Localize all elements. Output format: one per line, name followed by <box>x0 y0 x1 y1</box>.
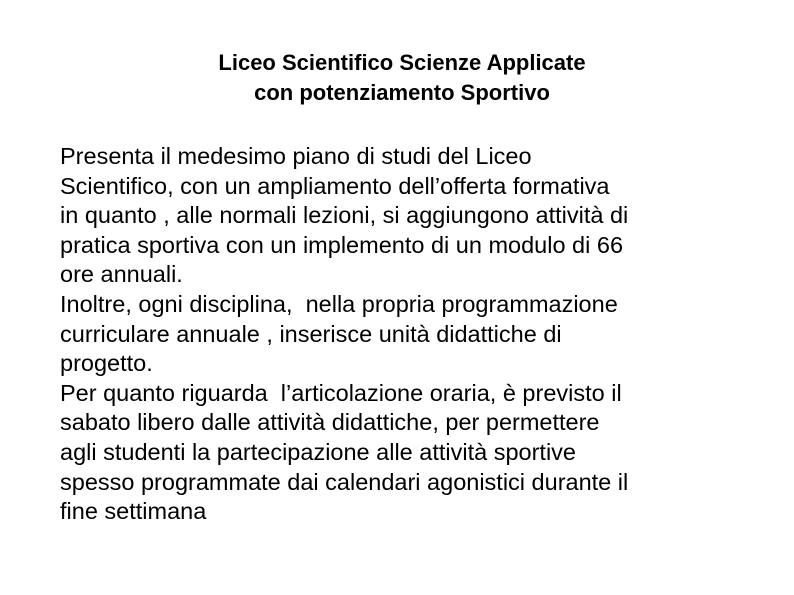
body-line-2: Scientifico, con un ampliamento dell’offerta formativa <box>60 172 610 199</box>
body-line-12: spesso programmate dai calendari agonistici durante il <box>60 468 629 495</box>
body-line-8: progetto. <box>60 350 153 377</box>
body-line-10: sabato libero dalle attività didattiche, per permettere <box>60 409 600 436</box>
title-line-2: con potenziamento Sportivo <box>254 80 550 105</box>
body-line-11: agli studenti la partecipazione alle attività sportive <box>60 438 576 465</box>
body-line-13: fine settimana <box>60 498 207 525</box>
body-line-7: curriculare annuale , inserisce unità didattiche di <box>60 320 562 347</box>
body-line-3: in quanto , alle normali lezioni, si aggiungono attività di <box>60 202 629 229</box>
body-line-9: Per quanto riguarda l’articolazione oraria, è previsto il <box>60 379 622 406</box>
body-line-1: Presenta il medesimo piano di studi del Liceo <box>60 143 532 169</box>
slide-title <box>0 48 794 108</box>
title-line-1: Liceo Scientifico Scienze Applicate <box>218 50 586 75</box>
body-line-4: pratica sportiva con un implemento di un modulo di 66 <box>60 231 624 258</box>
body-line-6: Inoltre, ogni disciplina, nella propria programmazione <box>60 290 618 317</box>
slide-body-text <box>60 142 760 527</box>
body-line-5: ore annuali. <box>60 261 183 288</box>
